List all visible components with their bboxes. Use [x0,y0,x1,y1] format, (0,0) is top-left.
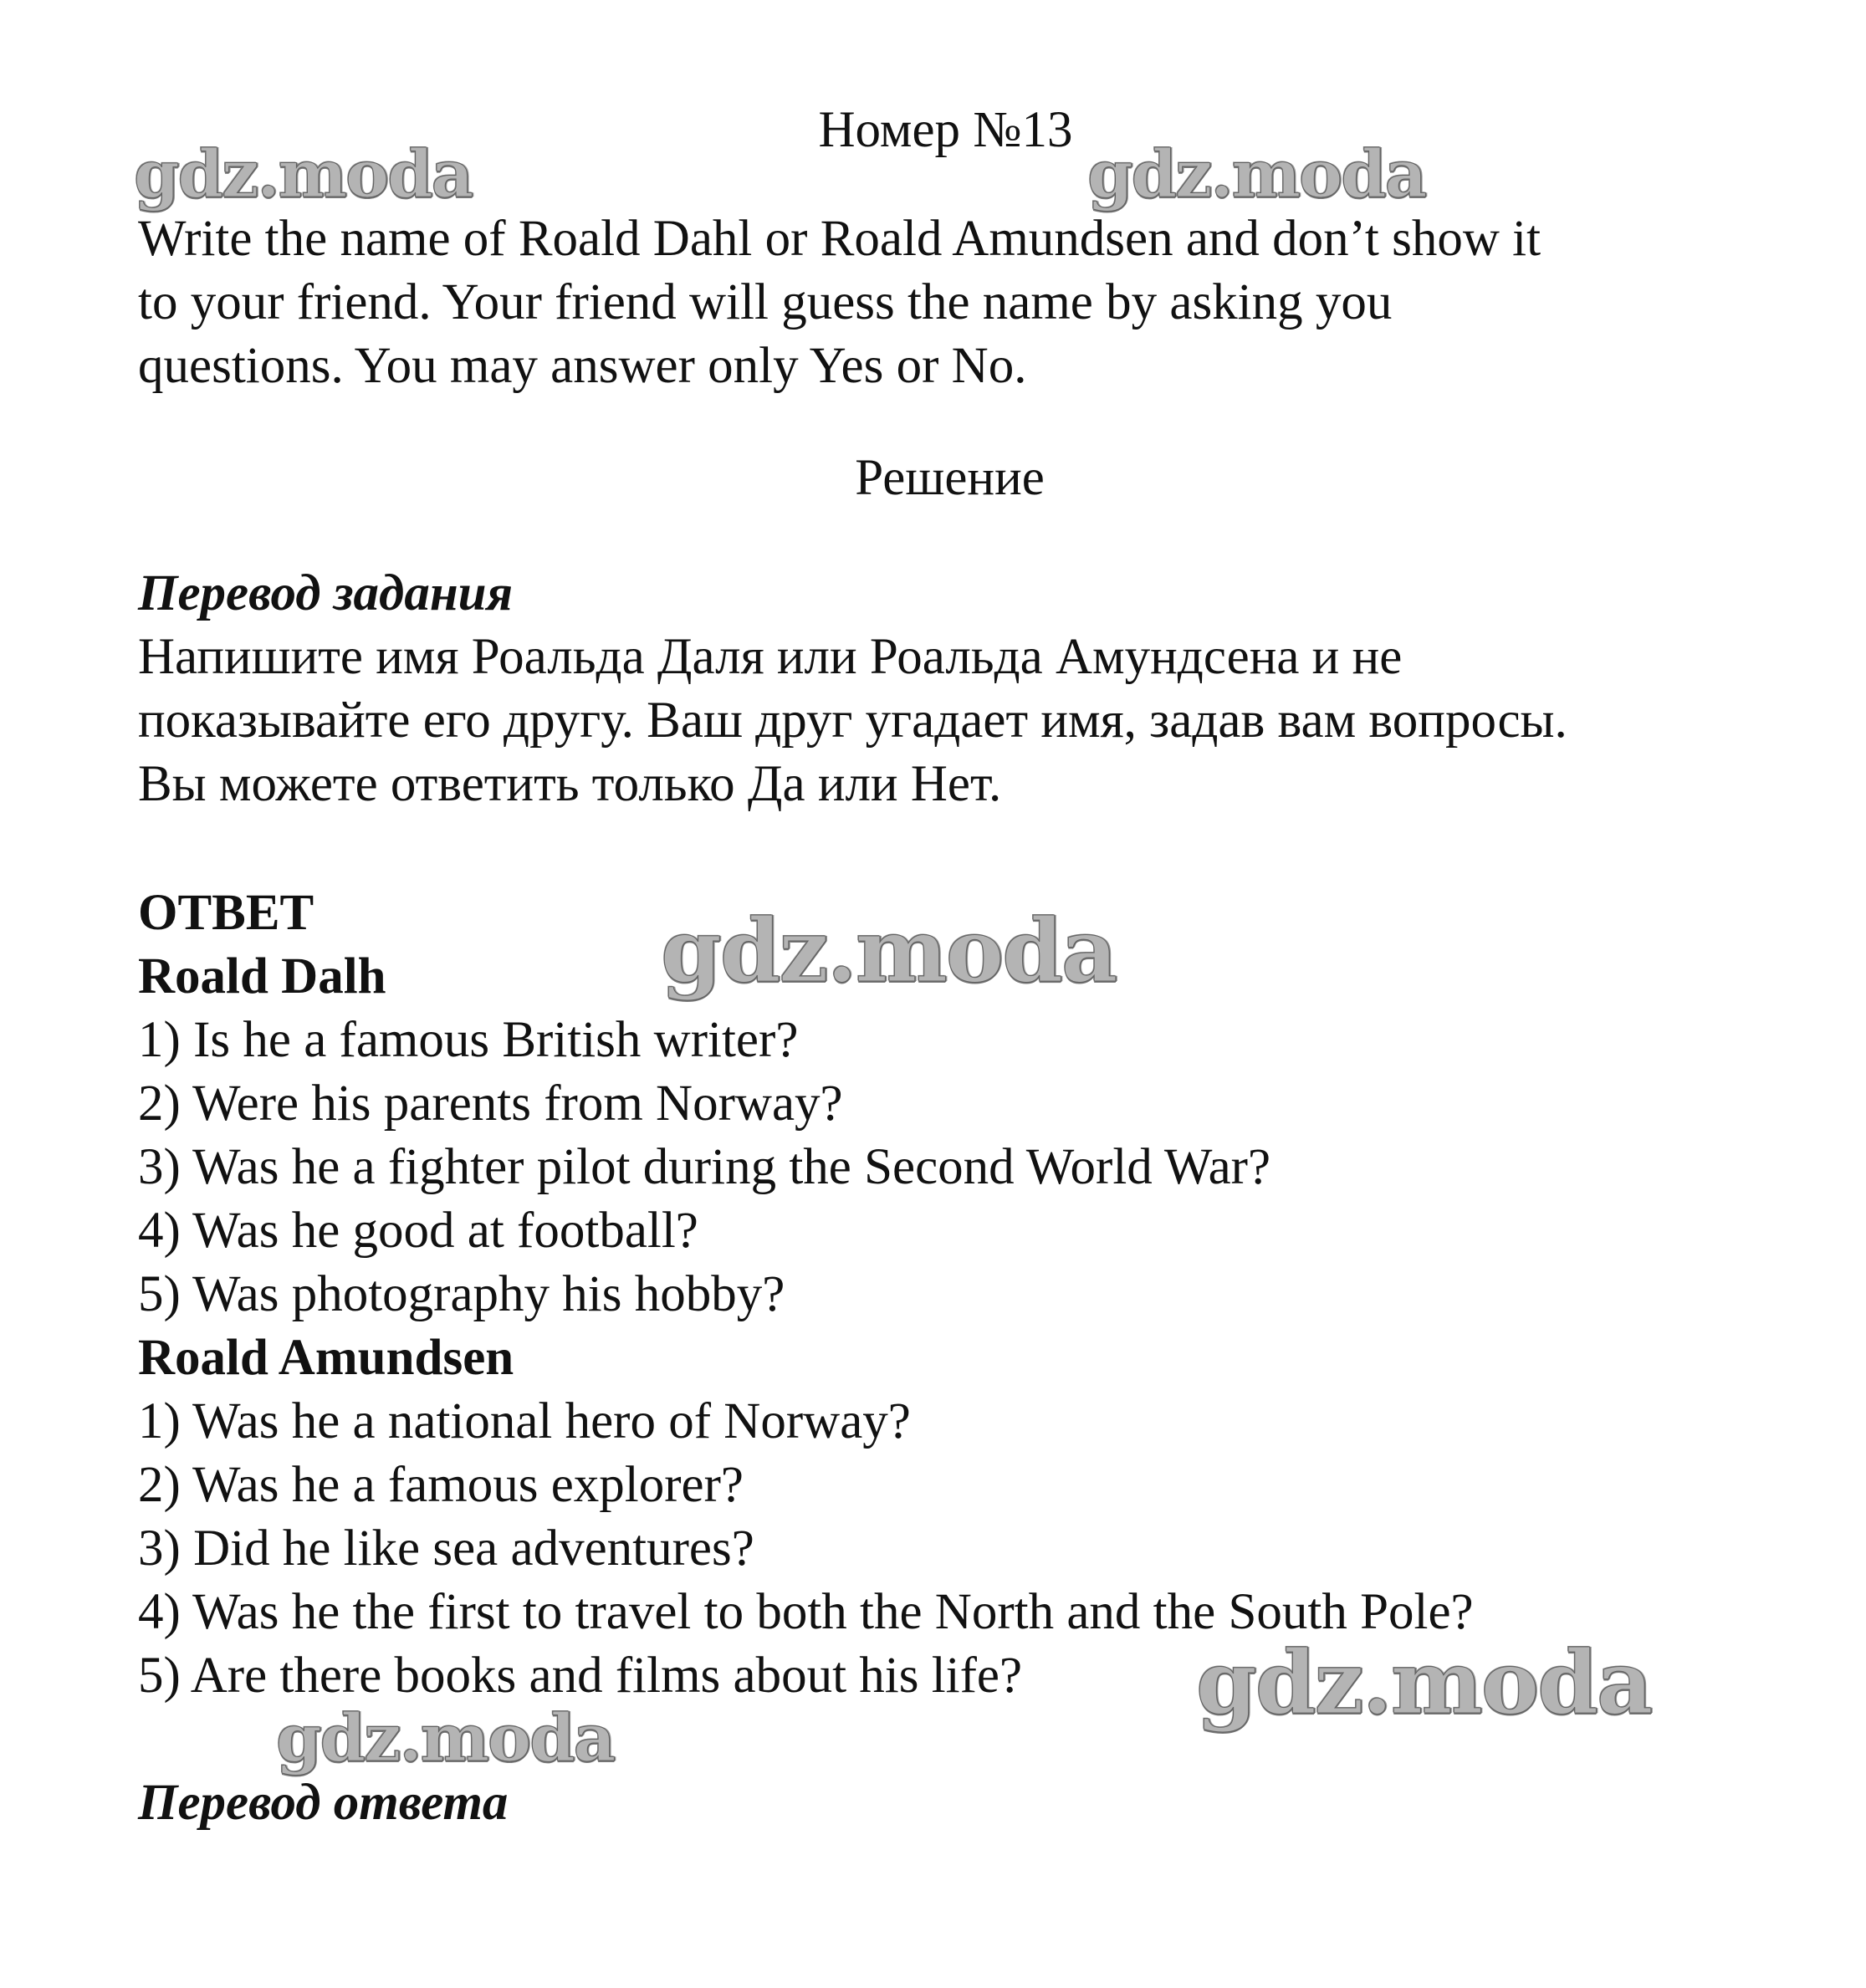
question-item: 4) Was he good at football? [138,1203,698,1259]
answer-translation-heading: Перевод ответа [138,1775,509,1831]
translation-line: Вы можете ответить только Да или Нет. [138,756,1002,812]
answer-heading: ОТВЕТ [138,885,314,941]
question-item: 2) Was he a famous explorer? [138,1457,744,1513]
section-name-dahl: Roald Dalh [138,948,386,1004]
watermark-logo: gdz.moda [661,899,1117,1002]
translation-line: Напишите имя Роальда Даля или Роальда Амундсена и не [138,629,1403,685]
task-line: Write the name of Roald Dahl or Roald Amundsen and don’t show it [138,211,1541,267]
question-item: 4) Was he the first to travel to both the North and the South Pole? [138,1584,1474,1640]
watermark-logo: gdz.moda [1196,1631,1652,1734]
question-item: 5) Are there books and films about his life? [138,1648,1023,1704]
task-line: to your friend. Your friend will guess the name by asking you [138,274,1393,330]
question-item: 1) Is he a famous British writer? [138,1012,799,1068]
watermark-logo: gdz.moda [134,136,473,212]
section-name-amundsen: Roald Amundsen [138,1330,514,1386]
question-item: 5) Was photography his hobby? [138,1266,785,1322]
watermark-logo: gdz.moda [1087,136,1426,212]
question-item: 3) Was he a fighter pilot during the Second World War? [138,1139,1271,1195]
translation-heading: Перевод задания [138,565,514,621]
question-item: 2) Were his parents from Norway? [138,1076,843,1132]
task-line: questions. You may answer only Yes or No. [138,338,1027,394]
watermark-logo: gdz.moda [276,1700,615,1776]
solution-heading: Решение [855,450,1045,506]
question-item: 1) Was he a national hero of Norway? [138,1393,911,1449]
page-title: Номер №13 [818,102,1073,158]
question-item: 3) Did he like sea adventures? [138,1520,754,1577]
translation-line: показывайте его другу. Ваш друг угадает имя, задав вам вопросы. [138,692,1567,749]
